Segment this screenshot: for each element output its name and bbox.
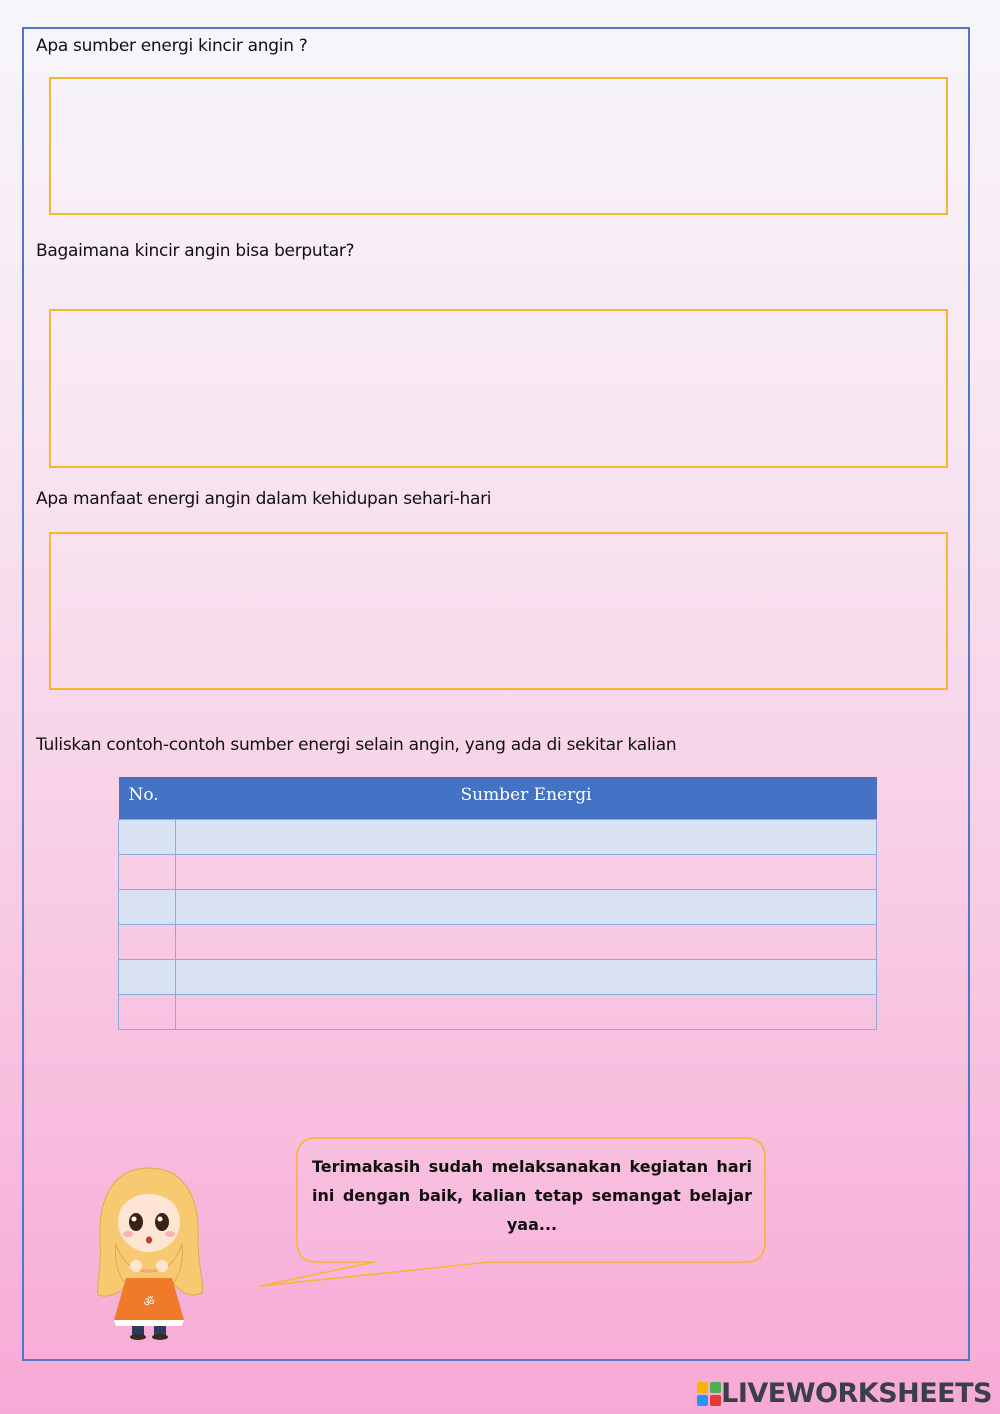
row-number-cell[interactable] (119, 820, 176, 855)
table-prompt: Tuliskan contoh-contoh sumber energi selain angin, yang ada di sekitar kalian (36, 735, 677, 755)
table-row (119, 890, 877, 925)
table-row (119, 995, 877, 1030)
speech-bubble-text: Terimakasih sudah melaksanakan kegiatan hari ini dengan baik, kalian tetap semangat belajar yaa... (312, 1157, 752, 1234)
table-header-row (119, 777, 877, 820)
girl-character-illustration (92, 1160, 207, 1340)
answer-box-3[interactable] (49, 532, 948, 690)
liveworksheets-logo-icon (697, 1382, 721, 1406)
row-number-cell[interactable] (119, 855, 176, 890)
energy-sources-table (118, 777, 877, 1030)
energy-source-cell[interactable] (176, 820, 877, 855)
row-number-cell[interactable] (119, 925, 176, 960)
energy-source-cell[interactable] (176, 960, 877, 995)
energy-source-cell[interactable] (176, 855, 877, 890)
table-row (119, 855, 877, 890)
table-row (119, 820, 877, 855)
liveworksheets-logo (697, 1378, 992, 1409)
row-number-cell[interactable] (119, 890, 176, 925)
liveworksheets-logo-text: LIVEWORKSHEETS (721, 1378, 992, 1409)
answer-box-1[interactable] (49, 77, 948, 215)
svg-text:ॐ: ॐ (143, 1295, 155, 1309)
row-number-cell[interactable] (119, 960, 176, 995)
energy-source-cell[interactable] (176, 925, 877, 960)
question-2: Bagaimana kincir angin bisa berputar? (36, 241, 355, 261)
header-no: No. (119, 777, 176, 820)
table-row (119, 960, 877, 995)
row-number-cell[interactable] (119, 995, 176, 1030)
question-1: Apa sumber energi kincir angin ? (36, 36, 308, 56)
answer-box-2[interactable] (49, 309, 948, 468)
question-3: Apa manfaat energi angin dalam kehidupan sehari-hari (36, 489, 492, 509)
table-row (119, 925, 877, 960)
energy-source-cell[interactable] (176, 890, 877, 925)
header-energy-source: Sumber Energi (176, 777, 877, 820)
energy-source-cell[interactable] (176, 995, 877, 1030)
